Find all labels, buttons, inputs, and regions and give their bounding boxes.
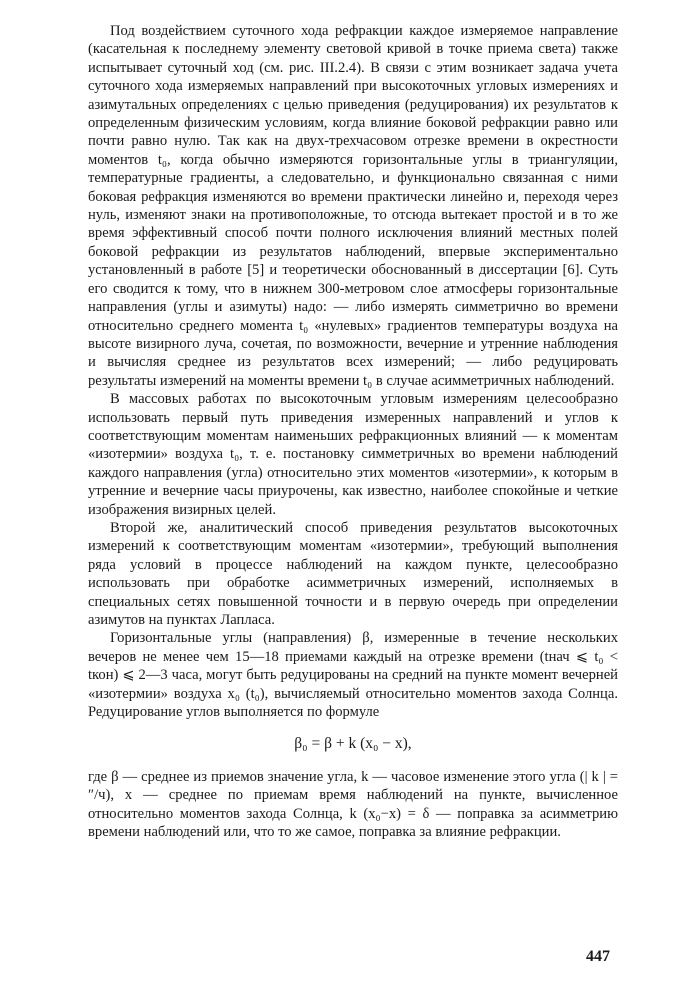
page-body bbox=[88, 22, 618, 841]
page-number: 447 bbox=[586, 948, 610, 965]
paragraph-2: В массовых работах по высокоточным угловым измерениям целесообразно использовать первый путь приведения измеренных направлений и углов к соответствующим моментам наименьших рефракционных влияний — к моментам «изотермии» воздуха t₀, т. е. постановку симметричных во времени наблюдений каждого направления (угла) относительно этих моментов «изотермии», к которым в утренние и вечерние часы приурочены, как известно, наиболее спокойные и четкие изображения визирных целей. bbox=[88, 391, 618, 518]
paragraph-5: где β — среднее из приемов значение угла, k — часовое изменение этого угла (| k | = ″/ч), x — среднее по приемам время наблюдений на пункте, вычисленное относительно моментов захода Солнца, k (x₀−x) = δ — поправка за асимметрию времени наблюдений или, что то же самое, поправка за влияние рефракции. bbox=[88, 768, 618, 841]
paragraph-3: Второй же, аналитический способ приведения результатов высокоточных измерений к соответствующим моментам «изотермии», требующий выполнения ряда условий в процессе наблюдений на каждом пункте, целесообразно использовать при обработке асимметричных измерений, исполняемых в специальных сетях повышенной точности и в первую очередь при определении азимутов на пунктах Лапласа. bbox=[88, 519, 618, 628]
paragraph-1: Под воздействием суточного хода рефракции каждое измеряемое направление (касательная к последнему элементу световой кривой в точке приема света) также испытывает суточный ход (см. рис. III.2.4). В связи с этим возникает задача учета суточного хода измеряемых направлений при высокоточных угловых измерениях и азимутальных определениях с целью приведения (редуцирования) их результатов к определенным физическим условиям, когда влияние боковой рефракции равно или почти равно нулю. Так как на двух-трехчасовом отрезке времени в окрестности моментов t₀, когда обычно измеряются горизонтальные углы в триангуляции, температурные градиенты, а следовательно, и функционально связанная с ними боковая рефракция изменяются во времени практически линейно и, переходя через нуль, изменяют знаки на противоположные, то отсюда вытекает простой и в то же время эффективный способ почти полного исключения влияний местных полей боковой рефракции из результатов наблюдений, впервые экспериментально установленный в работе [5] и теоретически обоснованный в диссертации [6]. Суть его сводится к тому, что в нижнем 300-метровом слое атмосферы горизонтальные направления (углы и азимуты) надо: — либо измерять симметрично во времени относительно среднего момента t₀ «нулевых» градиентов температуры воздуха на высоте визирного луча, сочетая, по возможности, вечерние и утренние наблюдения и вычисляя среднее из результатов всех измерений; — либо редуцировать результаты измерений на моменты времени t₀ в случае асимметричных наблюдений. bbox=[88, 23, 618, 389]
reduction-formula: β₀ = β + k (x₀ − x), bbox=[294, 735, 412, 753]
paragraph-4: Горизонтальные углы (направления) β, измеренные в течение нескольких вечеров не менее чем 15—18 приемами каждый на отрезке времени (tнач ⩽ t₀ < tкон) ⩽ 2—3 часа, могут быть редуцированы на средний на пункте момент вечерней «изотермии» воздуха x₀ (t₀), вычисляемый относительно моментов захода Солнца. Редуцирование углов выполняется по формуле bbox=[88, 630, 618, 721]
